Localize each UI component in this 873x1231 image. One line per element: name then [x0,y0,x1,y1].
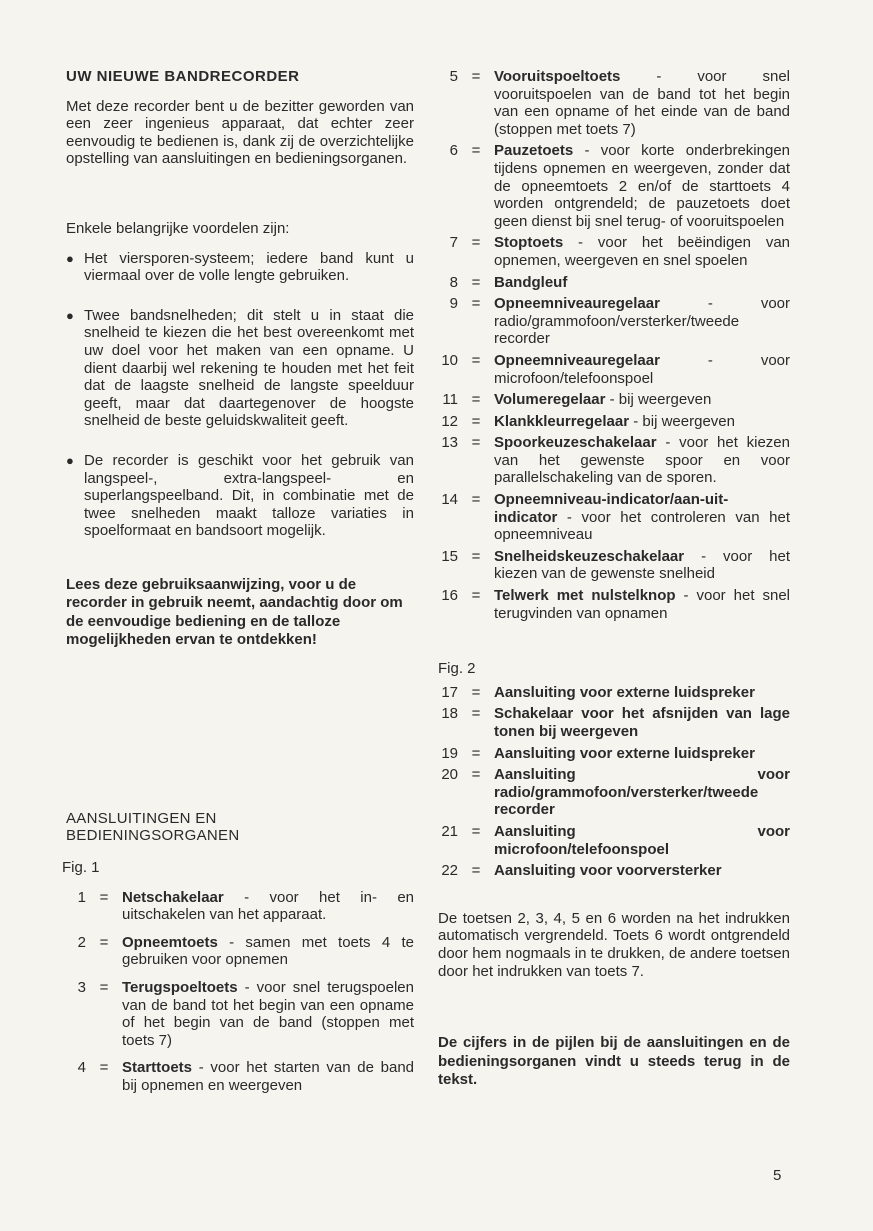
list-item [438,68,790,138]
item-name: Terugspoeltoets [122,979,238,997]
item-body [494,391,790,409]
bullet-dot-icon: ● [66,452,74,468]
item-equals: = [471,587,481,605]
list-item [438,705,790,740]
item-equals: = [471,744,481,762]
item-name: Stoptoets [494,234,564,252]
item-body: Schakelaar voor het afsnijden van lage tonen bij weergeven [494,705,790,740]
item-desc: - voor snel terugspoelen van de band tot het begin van een opname of het begin van de band (stoppen met toets 7) [122,979,414,1049]
right-column [438,68,790,1090]
list-item [66,934,414,969]
item-name: Snelheidskeuzeschakelaar [494,547,685,565]
item-body [494,413,790,431]
item-number: 13 [441,434,458,452]
item-name: Klankkleurregelaar [494,412,630,430]
item-equals: = [99,933,109,951]
intro-paragraph: Met deze recorder bent u de bezitter geworden van een zeer ingenieus apparaat, dat echter zeer eenvoudig te bedienen is, dank zij de overzichtelijke opstelling van aansluitingen en bedieningsorganen. [66,97,414,168]
item-body: Aansluiting voor radio/grammofoon/versterker/tweede recorder [494,766,790,819]
item-body [494,295,790,348]
section-title-line2: BEDIENINGSORGANEN [66,827,240,845]
item-number: 21 [441,822,458,840]
list-item [438,587,790,622]
item-desc: - voor korte onderbrekingen tijdens opnemen en weergeven, zonder dat de opneemtoets 2 en/of de starttoets 4 worden ontgrendeld; de pauzetoets doet geen dienst bij snel terug- of vooruitspoelen [494,142,790,230]
item-equals: = [471,68,481,85]
item-number: 19 [441,744,458,762]
item-number: 10 [441,351,458,369]
bullet-text: Het viersporen-systeem; iedere band kunt u viermaal over de volle lengte gebruiken. [84,249,414,285]
item-desc: - voor radio/grammofoon/versterker/tweede recorder [494,295,790,348]
item-number: 17 [441,683,458,701]
item-desc: - bij weergeven [629,412,735,430]
item-body: Aansluiting voor externe luidspreker [494,744,755,762]
item-desc: - voor het kiezen van de gewenste snelheid [494,547,790,583]
item-name: Telwerk met nulstelknop [494,587,676,605]
item-equals: = [99,979,109,997]
item-number: 9 [449,295,458,313]
page-title: UW NIEUWE BANDRECORDER [66,68,300,85]
section-title-line1: AANSLUITINGEN EN [66,809,217,827]
list-item [438,234,790,269]
item-desc: - voor het snel terugvinden van opnamen [494,587,790,622]
item-body: Aansluiting voor externe luidspreker [494,683,755,701]
item-desc: - voor het beëindigen van opnemen, weergeven en snel spoelen [494,234,790,269]
item-body [494,274,790,292]
item-body [122,1059,414,1094]
item-equals: = [471,351,481,369]
item-number: 20 [441,766,458,784]
fig1-label: Fig. 1 [62,859,100,877]
item-number: 7 [449,234,458,252]
item-desc: - voor het starten van de band bij opnemen en weergeven [122,1059,414,1094]
bullet-dot-icon: ● [66,250,74,266]
item-equals: = [471,295,481,313]
item-body: Aansluiting voor microfoon/telefoonspoel [494,822,790,858]
bullet-item [66,250,414,285]
item-body [494,434,790,487]
item-number: 3 [77,979,86,997]
item-number: 4 [77,1059,86,1077]
item-name: Vooruitspoeltoets [494,68,621,85]
item-name: Bandgleuf [494,273,568,291]
item-desc: - bij weergeven [605,391,712,409]
item-body [494,234,790,269]
item-equals: = [99,888,109,906]
item-number: 14 [441,491,458,509]
item-body [494,352,790,387]
item-number: 2 [77,933,86,951]
item-body [494,68,790,138]
list-item [438,766,790,819]
item-desc: - samen met toets 4 te gebruiken voor opnemen [122,933,414,969]
item-number: 5 [449,68,458,85]
item-equals: = [471,683,481,701]
item-number: 12 [441,412,458,430]
item-number: 22 [441,862,458,880]
item-number: 16 [441,587,458,605]
keys-note: De toetsen 2, 3, 4, 5 en 6 worden na het indrukken automatisch vergrendeld. Toets 6 wordt ontgrendeld door hem nogmaals in te drukken, de andere toetsen door het indrukken van toets 7. [438,909,790,980]
item-equals: = [471,234,481,252]
bullet-item [66,307,414,430]
item-equals: = [471,822,481,840]
list-item [438,391,790,409]
item-desc: - voor snel vooruitspoelen van de band tot het begin van een opname of het einde van de band (stoppen met toets 7) [494,68,790,138]
item-name: Opneemniveauregelaar [494,295,660,313]
left-column [62,68,414,1095]
list-item [438,684,790,702]
list-item [438,142,790,230]
page-number: 5 [773,1167,782,1184]
notice-paragraph: Lees deze gebruiksaanwijzing, voor u de recorder in gebruik neemt, aandachtig door om de eenvoudige bediening en de talloze mogelijkheden ervan te ontdekken! [66,575,403,649]
arrows-note: De cijfers in de pijlen bij de aansluitingen en de bedieningsorganen vindt u steeds terug in de tekst. [438,1034,790,1089]
item-number: 15 [441,547,458,565]
list-item [438,434,790,487]
item-equals: = [471,491,481,509]
list-item [438,745,790,763]
fig1-list-right [438,68,790,622]
item-name: Starttoets [122,1059,193,1077]
fig2-label: Fig. 2 [438,660,476,678]
item-number: 8 [449,273,458,291]
item-equals: = [471,547,481,565]
list-item [438,491,790,544]
list-item [438,548,790,583]
item-equals: = [471,391,481,409]
item-name: Opneemniveau-indicator/aan-uit-indicator [494,491,729,526]
item-equals: = [471,412,481,430]
item-name: Netschakelaar [122,888,224,906]
item-equals: = [471,705,481,723]
item-desc: - voor microfoon/telefoonspoel [494,351,790,387]
item-name: Opneemniveauregelaar [494,351,660,369]
list-item [438,413,790,431]
item-body [122,889,414,924]
item-name: Spoorkeuzeschakelaar [494,434,657,452]
bullet-dot-icon: ● [66,307,74,323]
bullet-text: De recorder is geschikt voor het gebruik van langspeel-, extra-langspeel- en superlangspeelband. Dit, in combinatie met de twee snelheden maakt talloze variaties in spoelformaat en bandsoort mogelijk. [84,451,414,540]
item-body: Aansluiting voor voorversterker [494,862,722,880]
item-name: Volumeregelaar [494,391,606,409]
list-item [438,352,790,387]
list-item [438,823,790,858]
bullet-item [66,452,414,540]
item-number: 6 [449,142,458,160]
item-body [122,934,414,969]
item-number: 11 [442,391,458,409]
bullet-text: Twee bandsnelheden; dit stelt u in staat die snelheid te kiezen die het best overeenkomt met uw doel voor het maken van een opname. U dient daarbij wel rekening te houden met het feit dat de laagste snelheid de langste speelduur geeft, maar dat daartegenover de hoogste snelheid de beste geluidskwaliteit geeft. [84,306,414,430]
list-item [438,274,790,292]
list-item [438,862,790,880]
list-item [66,1059,414,1094]
item-name: Pauzetoets [494,142,574,160]
item-body [494,142,790,230]
list-item [438,295,790,348]
advantages-intro: Enkele belangrijke voordelen zijn: [66,219,290,237]
item-number: 18 [441,705,458,723]
item-name: Opneemtoets [122,933,218,951]
item-equals: = [471,434,481,452]
item-equals: = [99,1059,109,1077]
item-number: 1 [77,888,86,906]
fig1-list-left [66,889,414,1095]
item-equals: = [471,766,481,784]
item-body [494,587,790,622]
item-body [494,491,790,544]
list-item [66,979,414,1049]
item-desc: - voor het in- en uitschakelen van het apparaat. [122,888,414,924]
item-body [494,548,790,583]
item-equals: = [471,862,481,880]
item-equals: = [471,273,481,291]
list-item [66,889,414,924]
item-desc: - voor het controleren van het opneemniveau [494,508,790,544]
item-body [122,979,414,1049]
item-desc: - voor het kiezen van het gewenste spoor en voor parallelschakeling van de sporen. [494,434,790,487]
fig2-list [438,684,790,880]
item-equals: = [471,142,481,160]
